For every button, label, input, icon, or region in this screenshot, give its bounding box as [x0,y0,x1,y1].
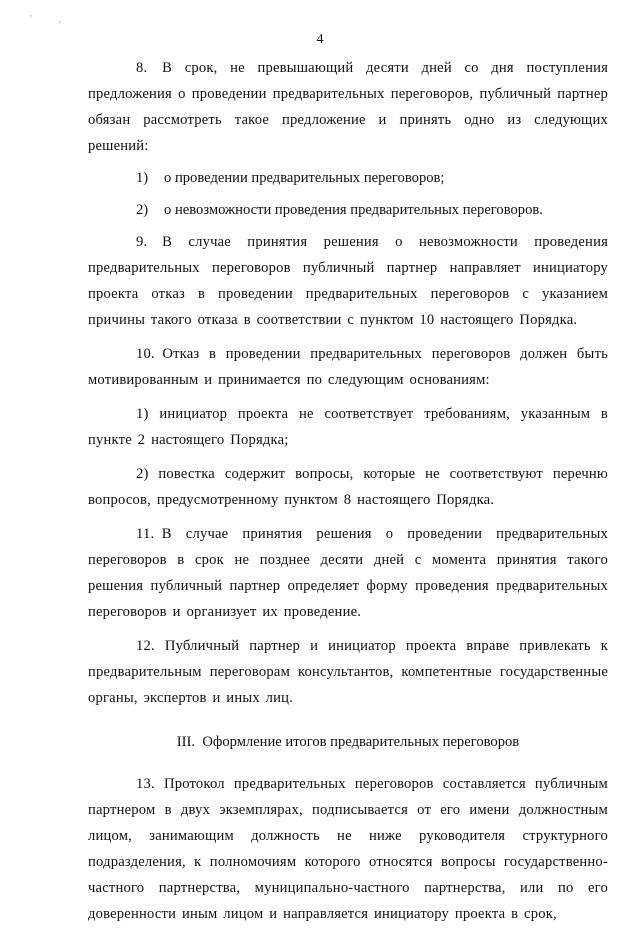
list-item-8-2 [88,197,608,223]
paragraph-9: 9. В случае принятия решения о невозможности проведения предварительных переговоров публичный партнер направляет инициатору проекта отказ в проведении предварительных переговоров с указанием причины такого отказа в соответствии с пунктом 10 настоящего Порядка. [88,234,608,328]
paragraph-10-2: 2) повестка содержит вопросы, которые не соответствуют перечню вопросов, предусмотренному пунктом 8 настоящего Порядка. [88,466,608,508]
list-text: о невозможности проведения предварительных переговоров. [164,202,543,218]
paragraph-12: 12. Публичный партнер и инициатор проекта вправе привлекать к предварительным переговорам консультантов, компетентные государственные органы, экспертов и иных лиц. [88,638,608,706]
paragraph-8: 8. В срок, не превышающий десяти дней со дня поступления предложения о проведении предварительных переговоров, публичный партнер обязан рассмотреть такое предложение и принять одно из следующих решений: [88,60,608,154]
list-text: о проведении предварительных переговоров; [164,170,445,186]
list-number: 2) [136,202,149,218]
list-item-8-1 [88,165,608,191]
paragraph-10-1: 1) инициатор проекта не соответствует требованиям, указанным в пункте 2 настоящего Порядка; [88,406,608,448]
paragraph-13: 13. Протокол предварительных переговоров составляется публичным партнером в двух экземплярах, подписывается от его имени должностным лицом, занимающим должность не ниже руководителя структурного подразделения, к полномочиям которого относятся вопросы государственно-частного партнерства, муниципально-частного партнерства, или по его доверенности иным лицом и направляется инициатору проекта в срок, [88,776,608,922]
page-number: 4 [316,32,324,47]
scan-mark: · [58,18,62,29]
list-number: 1) [136,170,149,186]
document-body [88,55,608,935]
paragraph-11: 11. В случае принятия решения о проведении предварительных переговоров в срок не позднее десяти дней с момента принятия такого решения публичный партнер определяет форму проведения предварительных переговоров и организует их проведение. [88,526,608,620]
section-title: III. Оформление итогов предварительных переговоров [176,734,520,750]
paragraph-10: 10. Отказ в проведении предварительных переговоров должен быть мотивированным и принимается по следующим основаниям: [88,346,608,388]
scan-mark: ' [30,14,32,25]
